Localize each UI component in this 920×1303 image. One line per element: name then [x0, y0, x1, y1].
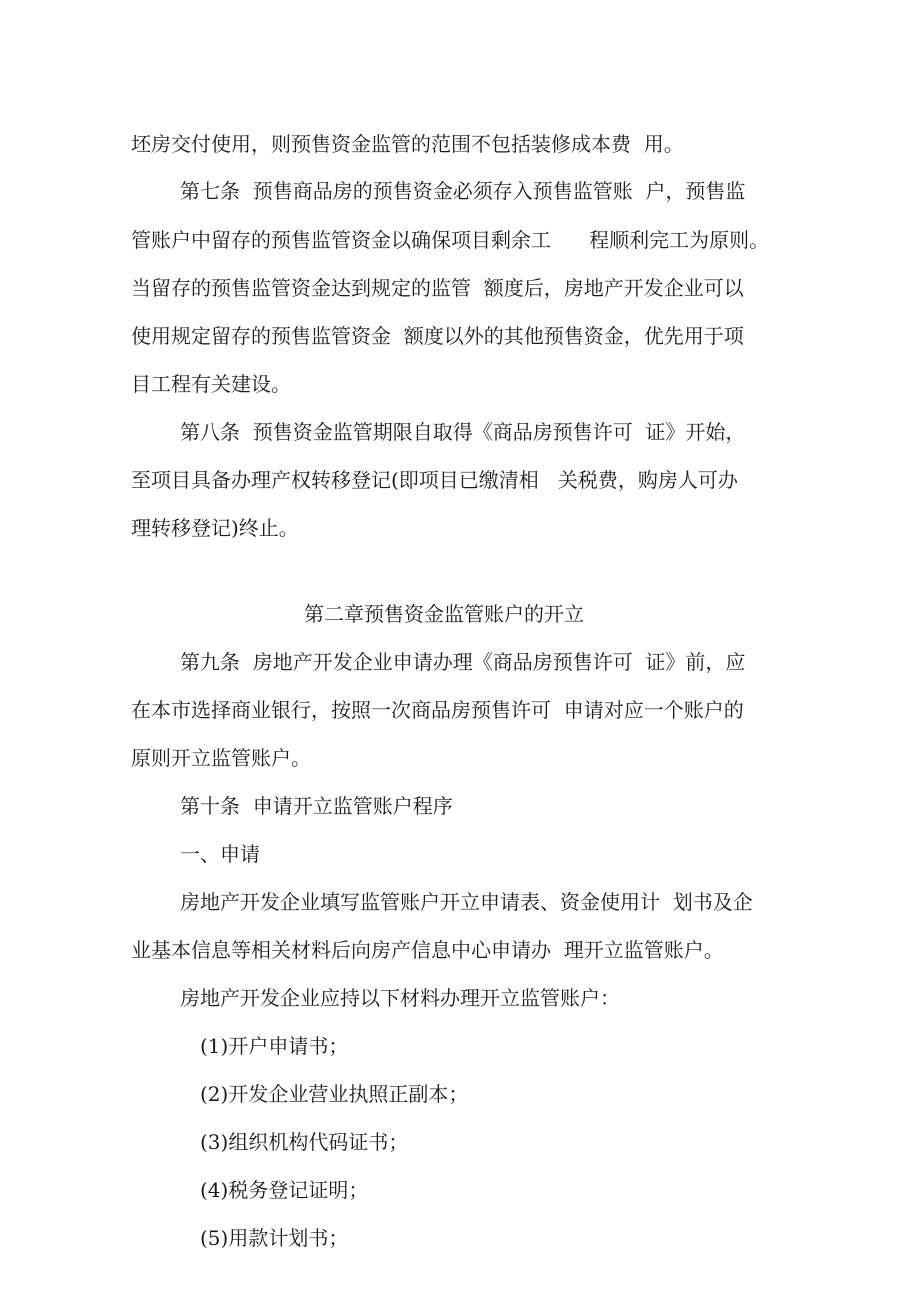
section-heading: 一、申请: [180, 842, 260, 866]
paragraph-line: 房地产开发企业填写监管账户开立申请表、资金使用计 划书及企: [180, 890, 753, 914]
paragraph-line: 第七条 预售商品房的预售资金必须存入预售监管账 户，预售监: [180, 179, 746, 203]
list-item: (4)税务登记证明；: [200, 1178, 369, 1202]
list-item: (1)开户申请书；: [200, 1034, 349, 1058]
paragraph-line: 原则开立监管账户。: [131, 746, 311, 770]
paragraph-line: 业基本信息等相关材料后向房产信息中心申请办 理开立监管账户。: [131, 938, 724, 962]
list-item: (2)开发企业营业执照正副本；: [200, 1082, 469, 1106]
paragraph-line: 房地产开发企业应持以下材料办理开立监管账户：: [180, 986, 620, 1010]
chapter-heading: 第二章预售资金监管账户的开立: [304, 602, 584, 626]
paragraph-line: 在本市选择商业银行，按照一次商品房预售许可 申请对应一个账户的: [131, 698, 744, 722]
paragraph-line: 至项目具备办理产权转移登记(即项目已缴清相 关税费，购房人可办: [131, 468, 738, 492]
list-item: (3)组织机构代码证书；: [200, 1130, 409, 1154]
paragraph-line: 坯房交付使用，则预售资金监管的范围不包括装修成本费 用。: [131, 132, 684, 156]
paragraph-line: 当留存的预售监管资金达到规定的监管 额度后，房地产开发企业可以: [131, 276, 744, 300]
paragraph-line: 理转移登记)终止。: [131, 516, 299, 540]
paragraph-line: 第九条 房地产开发企业申请办理《商品房预售许可 证》前，应: [180, 650, 746, 674]
paragraph-line: 目工程有关建设。: [131, 372, 291, 396]
paragraph-line: 管账户中留存的预售监管资金以确保项目剩余工 程顺利完工为原则。: [131, 228, 770, 252]
paragraph-line: 使用规定留存的预售监管资金 额度以外的其他预售资金，优先用于项: [131, 324, 744, 348]
paragraph-line: 第十条 申请开立监管账户程序: [180, 794, 453, 818]
list-item: (5)用款计划书；: [200, 1226, 349, 1250]
paragraph-line: 第八条 预售资金监管期限自取得《商品房预售许可 证》开始，: [180, 420, 746, 444]
